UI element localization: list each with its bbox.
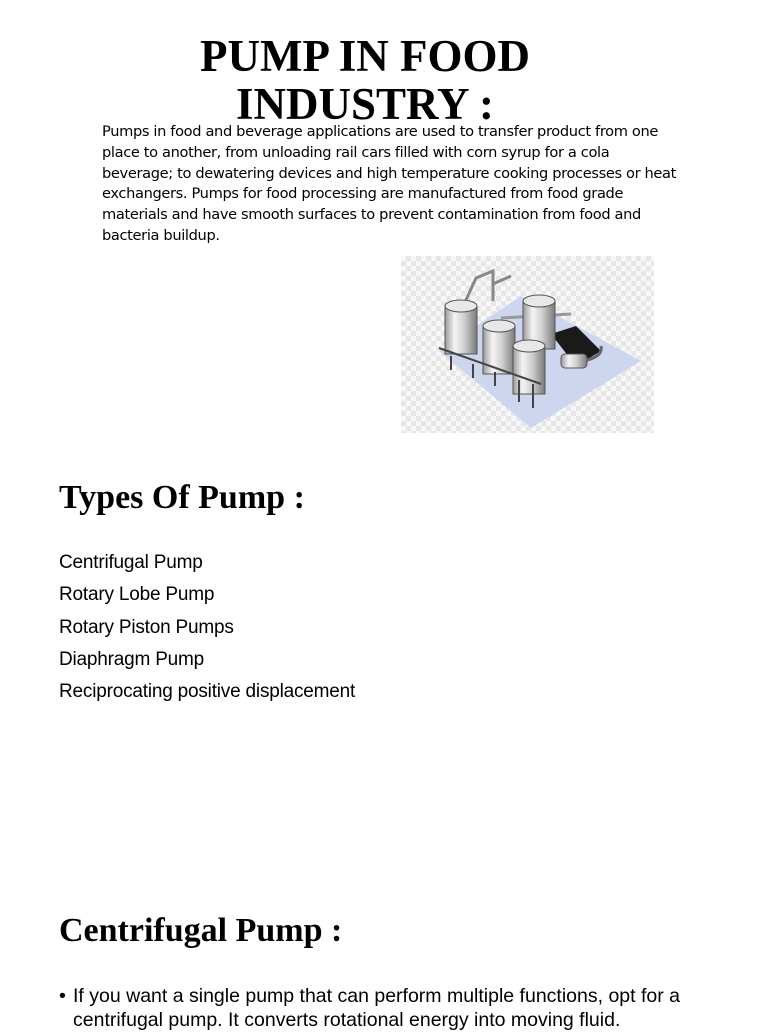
intro-paragraph: Pumps in food and beverage applications are used to transfer product from one place to another, from unloading rail cars filled with corn syrup for a cola beverage; to dewatering devices and high temperature cooking processes or heat exchangers. Pumps for food processing are manufactured from food grade materials and have smooth surfaces to prevent contamination from food and bacteria buildup.	[102, 123, 677, 244]
list-item: Rotary Lobe Pump	[59, 584, 215, 606]
centrifugal-text: If you want a single pump that can perform multiple functions, opt for a centrifugal pump. It converts rotational energy into moving fluid.	[73, 985, 680, 1031]
list-item: Rotary Piston Pumps	[59, 616, 234, 638]
title-line-2: INDUSTRY :	[235, 79, 495, 130]
types-heading: Types Of Pump :	[59, 479, 305, 516]
pump-types-list	[59, 547, 355, 708]
centrifugal-description	[59, 984, 739, 1032]
tank-4	[513, 340, 545, 394]
bullet-marker: •	[59, 985, 66, 1007]
list-item: Diaphragm Pump	[59, 648, 205, 670]
centrifugal-heading: Centrifugal Pump :	[59, 912, 343, 949]
tanks-drawing	[401, 256, 654, 433]
list-item: Centrifugal Pump	[59, 552, 203, 573]
page-title	[0, 32, 730, 128]
title-line-1: PUMP IN FOOD	[200, 31, 530, 82]
list-item: Reciprocating positive displacement	[59, 681, 356, 703]
food-processing-tanks-illustration	[401, 256, 654, 433]
tank-1	[445, 300, 477, 354]
